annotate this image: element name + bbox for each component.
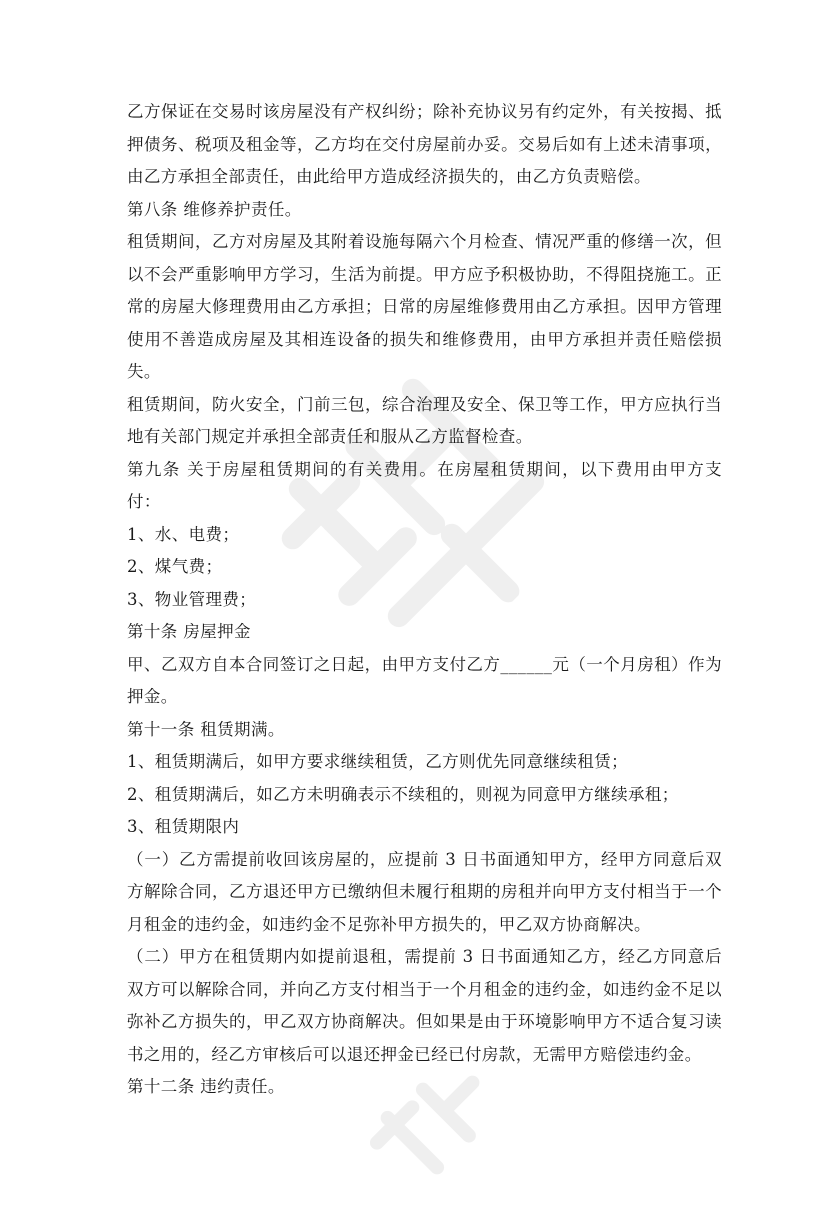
list-item-auto-renewal: 2、租赁期满后，如乙方未明确表示不续租的，则视为同意甲方继续承租； bbox=[127, 784, 679, 804]
list-item-gas: 2、煤气费； bbox=[127, 557, 223, 576]
paragraph-tenant-early-termination: （二）甲方在租赁期内如提前退租，需提前 3 日书面通知乙方，经乙方同意后双方可以解除合同，并向乙方支付相当于一个月租金的违约金，如违约金不足以弥补乙方损失的，甲乙双方协商解决。但如果是由于环境影响甲方不适合复习读书之用的，经乙方审核后可以退还押金已经已付房款，无需甲方赔偿违约金。 bbox=[127, 947, 722, 1064]
paragraph-warranty: 乙方保证在交易时该房屋没有产权纠纷；除补充协议另有约定外，有关按揭、抵押债务、税项及租金等，乙方均在交付房屋前办妥。交易后如有上述未清事项，由乙方承担全部责任，由此给甲方造成经济损失的，由乙方负责赔偿。 bbox=[127, 102, 722, 186]
heading-article-12: 第十二条 违约责任。 bbox=[127, 1077, 285, 1096]
paragraph-deposit: 甲、乙双方自本合同签订之日起，由甲方支付乙方______元（一个月房租）作为押金。 bbox=[127, 654, 722, 706]
heading-article-11: 第十一条 租赁期满。 bbox=[127, 719, 285, 739]
paragraph-safety: 租赁期间，防火安全，门前三包，综合治理及安全、保卫等工作，甲方应执行当地有关部门规定并承担全部责任和服从乙方监督检查。 bbox=[127, 394, 722, 446]
list-item-utilities: 1、水、电费； bbox=[127, 524, 240, 544]
paragraph-maintenance: 租赁期间，乙方对房屋及其附着设施每隔六个月检查、情况严重的修缮一次，但以不会严重影响甲方学习，生活为前提。甲方应予积极协助，不得阻挠施工。正常的房屋大修理费用由乙方承担；日常的房屋维修费用由乙方承担。因甲方管理使用不善造成房屋及其相连设备的损失和维修费用，由甲方承担并责任赔偿损失。 bbox=[127, 232, 722, 381]
heading-article-8: 第八条 维修养护责任。 bbox=[127, 199, 302, 219]
heading-article-10: 第十条 房屋押金 bbox=[127, 622, 251, 641]
list-item-property-fee: 3、物业管理费； bbox=[127, 589, 257, 609]
list-item-term-limit: 3、租赁期限内 bbox=[127, 817, 240, 836]
paragraph-landlord-early-termination: （一）乙方需提前收回该房屋的，应提前 3 日书面通知甲方，经甲方同意后双方解除合同，乙方退还甲方已缴纳但未履行租期的房租并向甲方支付相当于一个月租金的违约金，如违约金不足弥补甲方损失的，甲乙双方协商解决。 bbox=[127, 849, 722, 934]
document-page bbox=[127, 96, 722, 1104]
list-item-renewal-request: 1、租赁期满后，如甲方要求继续租赁，乙方则优先同意继续租赁； bbox=[127, 752, 628, 771]
heading-article-9: 第九条 关于房屋租赁期间的有关费用。在房屋租赁期间，以下费用由甲方支付： bbox=[127, 459, 722, 511]
